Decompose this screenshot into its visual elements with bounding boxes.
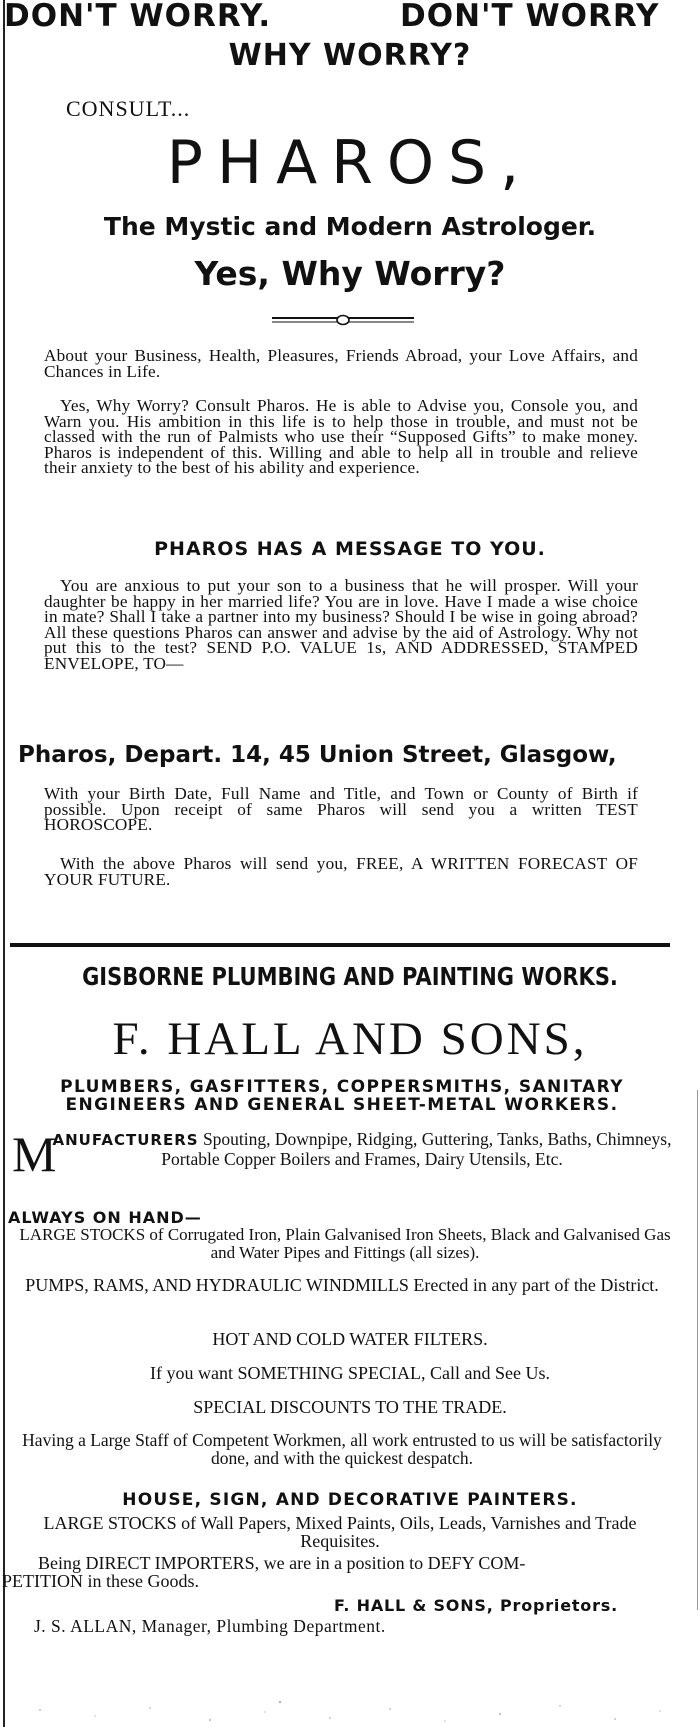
print-noise-edge [0, 1690, 700, 1727]
proprietors-line: F. HALL & SONS, Proprietors. [334, 1596, 618, 1615]
filters-line: HOT AND COLD WATER FILTERS. [212, 1329, 488, 1349]
works-heading: GISBORNE PLUMBING AND PAINTING WORKS. [82, 962, 618, 991]
column-rule-right [697, 1090, 698, 1610]
manufacturers-items: Spouting, Downpipe, Ridging, Guttering, Tanks, Baths, Chimneys, Portable Copper Boilers and Frames, Dairy Utensils, Etc. [161, 1129, 672, 1169]
consult-paragraph [44, 398, 638, 476]
birth-date-paragraph: With your Birth Date, Full Name and Title, and Town or County of Birth if possible. Upon receipt of same Pharos will send you a written TEST HOROSCOPE. [44, 784, 638, 835]
importers-first-line: Being DIRECT IMPORTERS, we are in a position to DEFY COM- [38, 1553, 526, 1573]
painters-heading: HOUSE, SIGN, AND DECORATIVE PAINTERS. [122, 1490, 578, 1510]
always-on-hand-heading: ALWAYS ON HAND— [8, 1208, 202, 1227]
advertisement-separator [10, 943, 670, 947]
message-heading: PHAROS HAS A MESSAGE TO YOU. [154, 538, 546, 560]
importers-second-line: PETITION in these Goods. [2, 1570, 199, 1591]
trades-list: PLUMBERS, GASFITTERS, COPPERSMITHS, SANITARY ENGINEERS AND GENERAL SHEET-METAL WORKERS. [60, 1077, 624, 1115]
pumps-line: PUMPS, RAMS, AND HYDRAULIC WINDMILLS Erected in any part of the District. [25, 1275, 659, 1295]
manufacturers-block [6, 1126, 678, 1182]
free-forecast-text: With the above Pharos will send you, FREE, A WRITTEN FORECAST OF YOUR FUTURE. [44, 854, 638, 889]
consult-label: CONSULT... [66, 96, 191, 121]
message-paragraph [44, 578, 638, 672]
manufacturers-lead: ANUFACTURERS [52, 1131, 199, 1149]
discounts-line: SPECIAL DISCOUNTS TO THE TRADE. [193, 1397, 507, 1417]
paint-stocks-text: LARGE STOCKS of Wall Papers, Mixed Paints, Oils, Leads, Varnishes and Trade Requisites. [43, 1513, 637, 1551]
firm-name: F. HALL AND SONS, [112, 1013, 588, 1065]
consult-paragraph-text: Yes, Why Worry? Consult Pharos. He is able to Advise you, Console you, and Warn you. His ambition in this life is to help those in trouble, and must not be classed with the run of Palmists who use their “Supposed Gifts” to make money. Pharos is independent of this. Willing and able to help all in trouble and relieve their anxiety to the best of his ability and experience. [44, 396, 638, 478]
staff-paragraph: Having a Large Staff of Competent Workmen, all work entrusted to us will be satisfactorily done, and with the quickest despatch. [22, 1430, 662, 1468]
manager-line: J. S. ALLAN, Manager, Plumbing Department. [34, 1616, 386, 1636]
always-on-hand-text: LARGE STOCKS of Corrugated Iron, Plain Galvanised Iron Sheets, Black and Galvanised Gas and Water Pipes and Fittings (all sizes). [19, 1225, 671, 1262]
message-paragraph-text: You are anxious to put your son to a business that he will prosper. Will your daughter be happy in her married life? You are in love. Have I made a wise choice in mate? Shall I take a partner into my business? Should I be wise in going abroad? All these questions Pharos can answer and advise by the aid of Astrology. Why not put this to the test? SEND P.O. VALUE 1s, AND ADDRESSED, STAMPED ENVELOPE, TO— [44, 576, 638, 673]
importers-text [2, 1555, 678, 1590]
topics-paragraph: About your Business, Health, Pleasures, Friends Abroad, your Love Affairs, and Chances in Life. [44, 346, 638, 381]
ornament-divider [270, 314, 416, 326]
manufacturers-text [46, 1130, 678, 1168]
special-line: If you want SOMETHING SPECIAL, Call and See Us. [150, 1363, 550, 1383]
yes-why-worry-heading: Yes, Why Worry? [194, 254, 506, 293]
drop-cap: M [12, 1126, 57, 1182]
why-worry-heading: WHY WORRY? [228, 38, 472, 73]
headline-left: DON'T WORRY. [4, 0, 272, 34]
headline-right: DON'T WORRY [400, 0, 660, 34]
pharos-title: PHAROS, [166, 128, 534, 198]
free-forecast-paragraph [44, 856, 638, 887]
pharos-address: Pharos, Depart. 14, 45 Union Street, Glasgow, [18, 742, 617, 768]
astrologer-tagline: The Mystic and Modern Astrologer. [103, 212, 597, 241]
